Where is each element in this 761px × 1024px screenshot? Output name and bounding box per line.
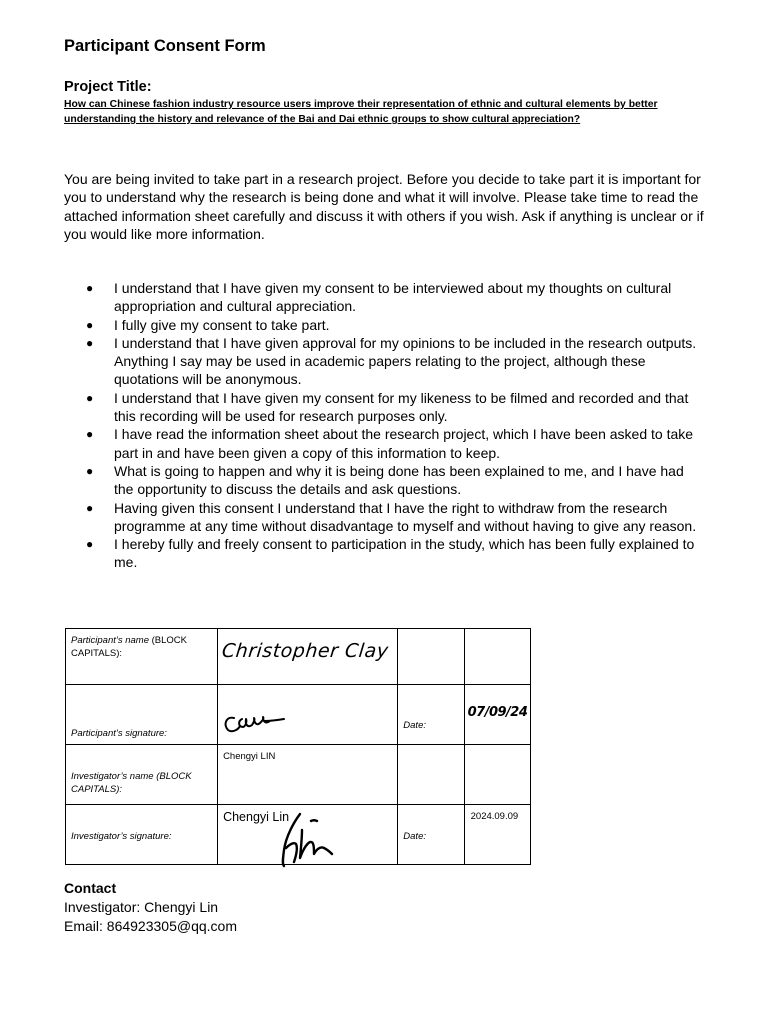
- consent-statement: [64, 425, 704, 462]
- consent-statement-text: Having given this consent I understand that I have the right to withdraw from the research programme at any time without disadvantage to myself and without having to give any reason.: [114, 499, 697, 534]
- participant-date-value-cell[interactable]: [464, 685, 530, 745]
- consent-statement: [64, 334, 704, 389]
- empty-cell: [398, 745, 464, 805]
- participant-name-value-cell[interactable]: [218, 629, 398, 685]
- investigator-name-label-cell: [66, 745, 218, 805]
- participant-date-label: Date:: [403, 719, 426, 731]
- consent-statement-text: What is going to happen and why it is being done has been explained to me, and I have had the opportunity to discuss the details and ask questions.: [114, 462, 684, 498]
- consent-statement-text: I hereby fully and freely consent to participation in the study, which has been fully explained to me.: [114, 536, 695, 571]
- consent-statement-text: I understand that I have given approval for my opinions to be included in the research outputs. Anything I say may be used in academic papers relating to the project, although these quotations will be anonymous.: [114, 334, 697, 388]
- participant-signature-cell[interactable]: [218, 685, 398, 745]
- participant-signature-label-cell: [66, 685, 218, 745]
- contact-section: [64, 879, 237, 936]
- investigator-date-value-cell[interactable]: [464, 805, 530, 865]
- consent-statement-text: I fully give my consent to take part.: [114, 316, 330, 333]
- consent-statement: [64, 389, 704, 426]
- investigator-signature-label: Investigator’s signature:: [71, 830, 172, 842]
- consent-statement-text: I have read the information sheet about the research project, which I have been asked to take part in and have been given a copy of this information to keep.: [114, 426, 694, 461]
- bullet-icon: ●: [86, 427, 94, 442]
- bullet-icon: ●: [86, 500, 94, 515]
- contact-investigator: Investigator: Chengyi Lin: [64, 899, 219, 915]
- bullet-icon: ●: [86, 390, 94, 405]
- consent-statement: [64, 535, 704, 572]
- investigator-signature-label-cell: [66, 805, 218, 865]
- bullet-icon: ●: [86, 463, 94, 478]
- form-title: Participant Consent Form: [64, 37, 266, 55]
- investigator-name-label: Investigator’s name (BLOCK CAPITALS):: [71, 771, 192, 795]
- consent-statement-text: I understand that I have given my consent to be interviewed about my thoughts on cultural appropriation and cultural appreciation.: [114, 280, 672, 315]
- empty-cell: [464, 629, 530, 685]
- bullet-icon: ●: [86, 335, 94, 350]
- investigator-date-label: Date:: [403, 830, 426, 842]
- participant-signature-label: Participant’s signature:: [71, 727, 167, 739]
- participant-name-label-cell: [66, 629, 218, 685]
- consent-statement: [64, 316, 704, 334]
- participant-signature-drawing: [220, 713, 290, 737]
- participant-date-handwritten: 07/09/24: [467, 705, 528, 720]
- investigator-signature-drawing: [276, 808, 340, 870]
- investigator-signature-typed: Chengyi Lin: [223, 810, 290, 824]
- bullet-icon: ●: [86, 537, 94, 552]
- investigator-date-value: 2024.09.09: [470, 811, 519, 822]
- consent-statement: [64, 499, 704, 536]
- intro-paragraph: You are being invited to take part in a research project. Before you decide to take part it is important for you to understand why the research is being done and what it will involve. Please take time to read the attached information sheet carefully and discuss it with others if you wish. Ask if anything is unclear or if you would like more information.: [64, 171, 704, 242]
- block-capitals-label: (BLOCK CAPITALS):: [71, 635, 187, 659]
- consent-statement: [64, 462, 704, 499]
- contact-email: Email: 864923305@qq.com: [64, 918, 237, 934]
- empty-cell: [398, 629, 464, 685]
- consent-statements-list: [64, 279, 704, 572]
- consent-statement-text: I understand that I have given my consent for my likeness to be filmed and recorded and that this recording will be used for research purposes only.: [114, 389, 689, 425]
- participant-date-label-cell: [398, 685, 464, 745]
- contact-heading: Contact: [64, 880, 117, 896]
- participant-name-handwritten: Christopher Clay: [220, 640, 390, 662]
- empty-cell: [464, 745, 530, 805]
- project-title-label: Project Title:: [64, 79, 152, 95]
- consent-statement: [64, 279, 704, 316]
- participant-name-label: Participant’s name: [71, 635, 149, 646]
- project-title-text: How can Chinese fashion industry resource users improve their representation of ethnic and cultural elements by better understanding the history and relevance of the Bai and Dai ethnic groups to show cultural appreciation?: [64, 99, 658, 125]
- bullet-icon: ●: [86, 317, 94, 332]
- bullet-icon: ●: [86, 281, 94, 295]
- investigator-name-value: Chengyi LIN: [223, 751, 276, 762]
- investigator-date-label-cell: [398, 805, 464, 865]
- investigator-name-value-cell[interactable]: [218, 745, 398, 805]
